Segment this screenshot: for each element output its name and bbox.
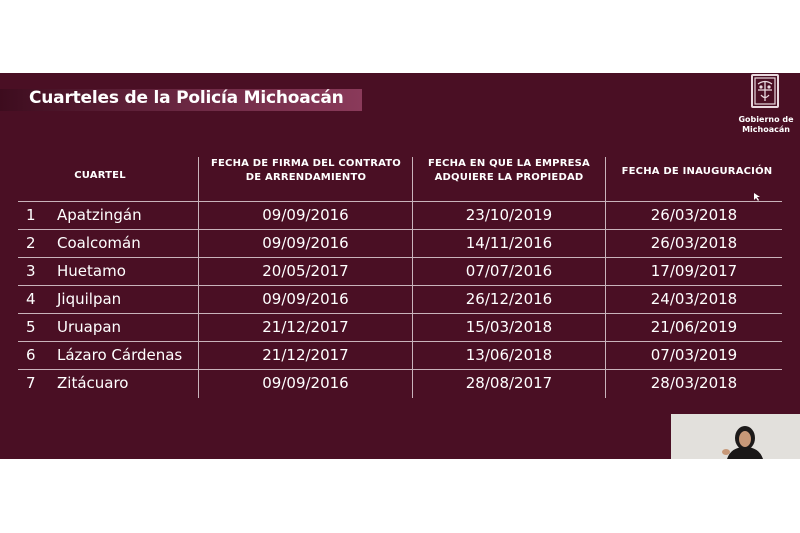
fecha-firma: 09/09/2016 <box>262 206 349 224</box>
fecha-adquiere: 26/12/2016 <box>465 290 553 308</box>
row-number: 7 <box>26 374 36 392</box>
cuartel-name: Uruapan <box>57 318 122 336</box>
fecha-inauguracion: 24/03/2018 <box>650 290 738 308</box>
header-cuartel: CUARTEL <box>74 170 126 181</box>
cuartel-name: Jiquilpan <box>57 290 122 308</box>
michoacan-crest-icon <box>751 74 779 108</box>
row-number: 3 <box>26 262 36 280</box>
sign-language-interpreter-video <box>671 414 800 459</box>
presentation-slide <box>0 73 800 459</box>
government-label: Gobierno de Michoacán <box>738 115 794 134</box>
fecha-inauguracion: 21/06/2019 <box>650 318 738 336</box>
fecha-adquiere: 14/11/2016 <box>465 234 553 252</box>
fecha-inauguracion: 07/03/2019 <box>650 346 738 364</box>
fecha-adquiere: 07/07/2016 <box>465 262 553 280</box>
fecha-firma: 20/05/2017 <box>262 262 349 280</box>
fecha-firma: 21/12/2017 <box>262 318 349 336</box>
interpreter-figure-icon <box>671 414 800 459</box>
header-fecha-firma: FECHA DE FIRMA DEL CONTRATO DE ARRENDAMIENTO <box>210 158 402 183</box>
fecha-inauguracion: 17/09/2017 <box>650 262 738 280</box>
cuartel-name: Huetamo <box>57 262 126 280</box>
row-number: 2 <box>26 234 36 252</box>
fecha-firma: 21/12/2017 <box>262 346 349 364</box>
header-fecha-inauguracion: FECHA DE INAUGURACIÓN <box>621 166 773 177</box>
header-fecha-adquiere: FECHA EN QUE LA EMPRESA ADQUIERE LA PROPIEDAD <box>428 158 590 183</box>
cuartel-name: Coalcomán <box>57 234 141 252</box>
mouse-cursor-icon <box>754 193 761 201</box>
fecha-inauguracion: 26/03/2018 <box>650 206 738 224</box>
fecha-firma: 09/09/2016 <box>262 290 349 308</box>
row-number: 1 <box>26 206 36 224</box>
fecha-inauguracion: 28/03/2018 <box>650 374 738 392</box>
row-number: 5 <box>26 318 36 336</box>
fecha-inauguracion: 26/03/2018 <box>650 234 738 252</box>
fecha-firma: 09/09/2016 <box>262 374 349 392</box>
fecha-adquiere: 13/06/2018 <box>465 346 553 364</box>
fecha-adquiere: 15/03/2018 <box>465 318 553 336</box>
slide-title: Cuarteles de la Policía Michoacán <box>29 88 344 108</box>
fecha-firma: 09/09/2016 <box>262 234 349 252</box>
fecha-adquiere: 23/10/2019 <box>465 206 553 224</box>
row-number: 6 <box>26 346 36 364</box>
cuartel-name: Zitácuaro <box>57 374 129 392</box>
row-number: 4 <box>26 290 36 308</box>
cuartel-name: Lázaro Cárdenas <box>57 346 183 364</box>
fecha-adquiere: 28/08/2017 <box>465 374 553 392</box>
cuartel-name: Apatzingán <box>57 206 142 224</box>
